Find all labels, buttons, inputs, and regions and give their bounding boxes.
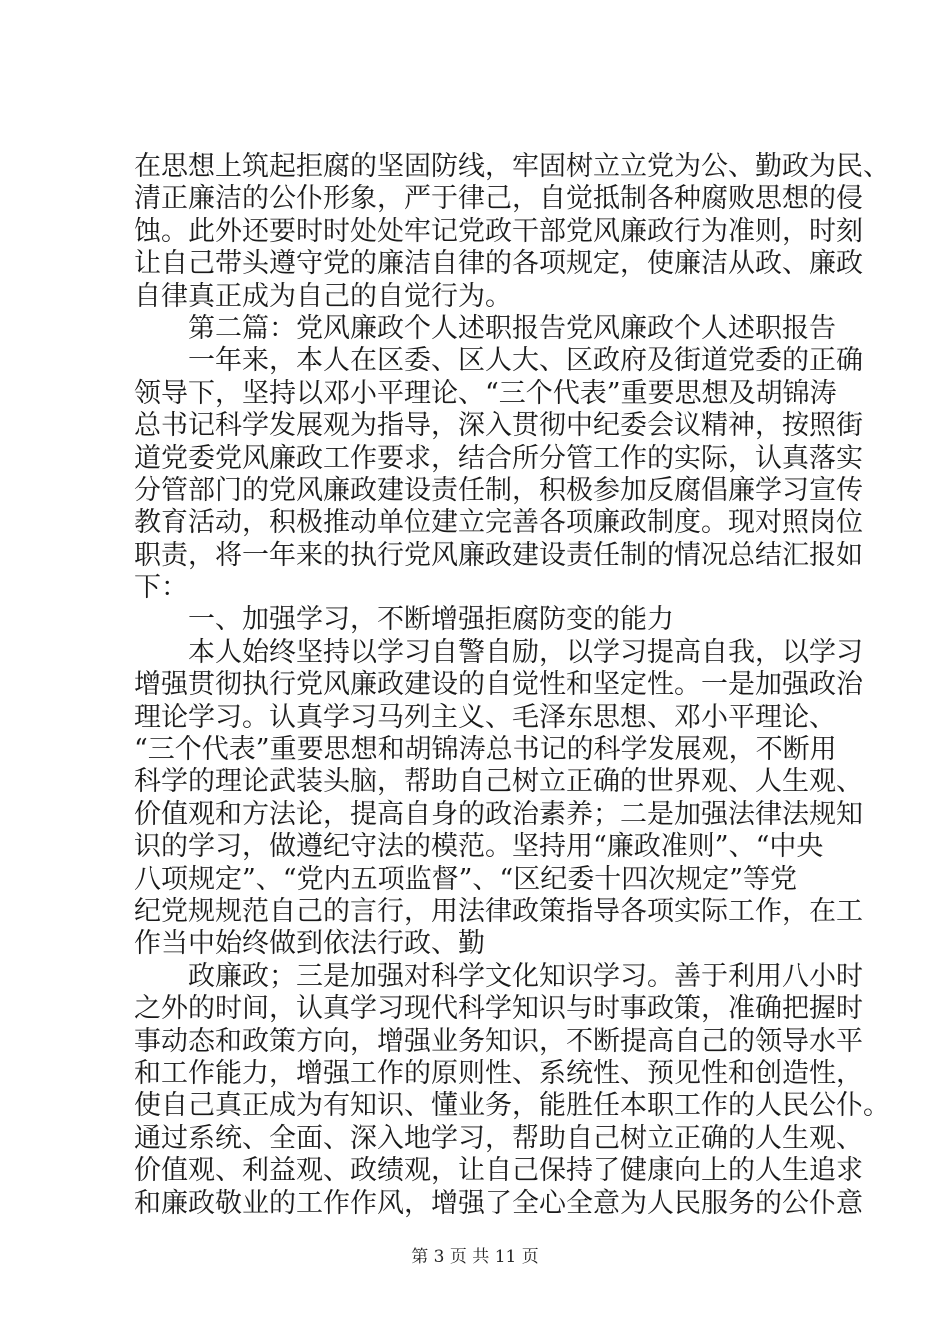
text-line: 增强贯彻执行党风廉政建设的自觉性和坚定性。一是加强政治 — [134, 669, 863, 701]
text-line: 价值观和方法论，提高自身的政治素养；二是加强法律法规知 — [134, 798, 863, 830]
text-line: 和廉政敬业的工作作风，增强了全心全意为人民服务的公仆意 — [134, 1187, 863, 1219]
page-footer: 第 3 页 共 11 页 — [411, 1247, 539, 1267]
text-line: 道党委党风廉政工作要求，结合所分管工作的实际，认真落实 — [134, 442, 863, 474]
text-line: 蚀。此外还要时时处处牢记党政干部党风廉政行为准则，时刻 — [134, 215, 863, 247]
text-line: 在思想上筑起拒腐的坚固防线，牢固树立立党为公、勤政为民、 — [134, 151, 890, 182]
text-line: 通过系统、全面、深入地学习，帮助自己树立正确的人生观、 — [134, 1122, 863, 1154]
text-line: 价值观、利益观、政绩观，让自己保持了健康向上的人生追求 — [134, 1155, 863, 1187]
text-line: 和工作能力，增强工作的原则性、系统性、预见性和创造性， — [134, 1057, 863, 1089]
text-line: 总书记科学发展观为指导，深入贯彻中纪委会议精神，按照街 — [134, 410, 863, 442]
document-body — [134, 151, 890, 1220]
text-line: 纪党规规范自己的言行，用法律政策指导各项实际工作，在工 — [134, 895, 863, 927]
text-line: 让自己带头遵守党的廉洁自律的各项规定，使廉洁从政、廉政 — [134, 248, 863, 280]
text-line: 下： — [134, 572, 188, 604]
text-line: 之外的时间，认真学习现代科学知识与时事政策，准确把握时 — [134, 993, 863, 1025]
text-line: 清正廉洁的公仆形象，严于律己，自觉抵制各种腐败思想的侵 — [134, 183, 863, 215]
text-line: 政廉政；三是加强对科学文化知识学习。善于利用八小时 — [134, 960, 863, 992]
text-line: 第二篇：党风廉政个人述职报告党风廉政个人述职报告 — [134, 312, 836, 344]
text-line: 本人始终坚持以学习自警自励，以学习提高自我，以学习 — [134, 636, 863, 668]
text-line: 使自己真正成为有知识、懂业务，能胜任本职工作的人民公仆。 — [134, 1090, 890, 1122]
text-line: 八项规定”、“党内五项监督”、“区纪委十四次规定”等党 — [134, 863, 798, 895]
text-line: 自律真正成为自己的自觉行为。 — [134, 280, 512, 312]
text-line: 分管部门的党风廉政建设责任制，积极参加反腐倡廉学习宣传 — [134, 474, 863, 506]
text-line: 一年来，本人在区委、区人大、区政府及街道党委的正确 — [134, 345, 863, 377]
text-line: 识的学习，做遵纪守法的模范。坚持用“廉政准则”、“中央 — [134, 831, 824, 863]
text-line: 作当中始终做到依法行政、勤 — [134, 928, 485, 960]
text-line: 科学的理论武装头脑，帮助自己树立正确的世界观、人生观、 — [134, 766, 863, 798]
text-line: 教育活动，积极推动单位建立完善各项廉政制度。现对照岗位 — [134, 507, 863, 539]
text-line: 理论学习。认真学习马列主义、毛泽东思想、邓小平理论、 — [134, 701, 836, 733]
text-line: “三个代表”重要思想和胡锦涛总书记的科学发展观，不断用 — [134, 734, 837, 766]
text-line: 领导下，坚持以邓小平理论、“三个代表”重要思想及胡锦涛 — [134, 377, 837, 409]
text-line: 职责，将一年来的执行党风廉政建设责任制的情况总结汇报如 — [134, 539, 863, 571]
text-line: 事动态和政策方向，增强业务知识，不断提高自己的领导水平 — [134, 1025, 863, 1057]
text-line: 一、加强学习，不断增强拒腐防变的能力 — [134, 604, 674, 636]
